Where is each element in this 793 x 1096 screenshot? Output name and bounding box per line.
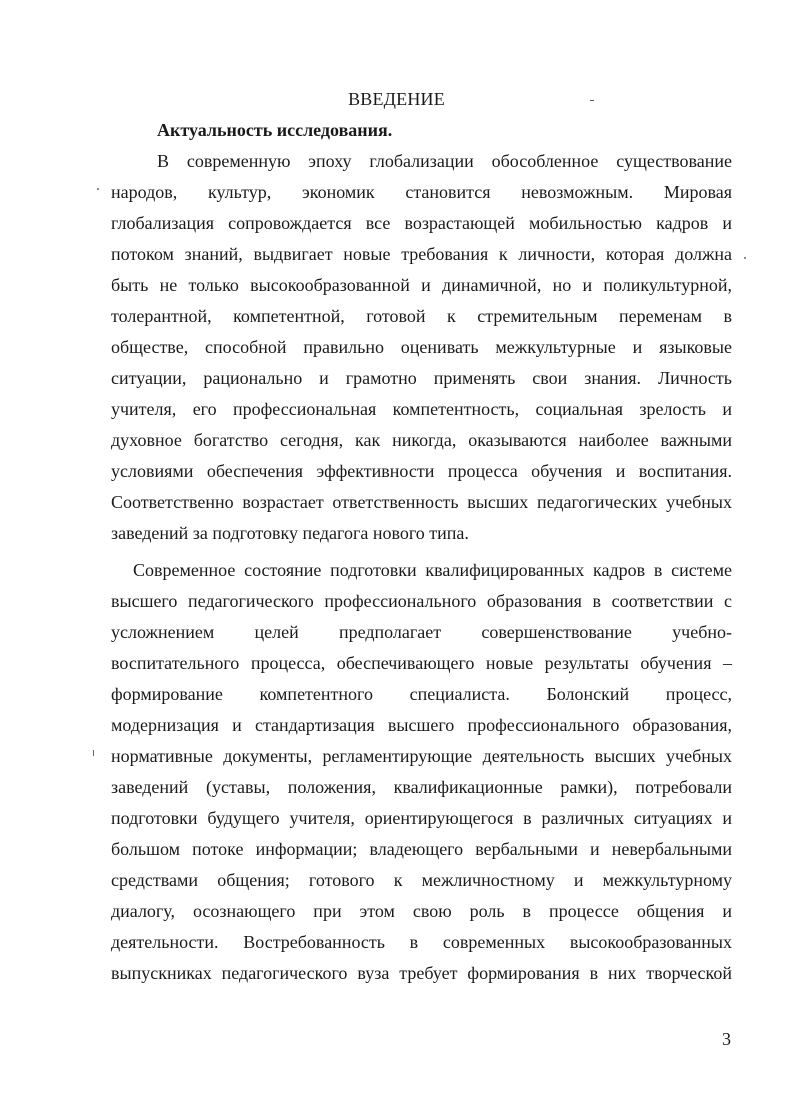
scan-speck — [93, 750, 94, 756]
paragraph-line: формирование компетентного специалиста. Болонский процесс, — [111, 684, 732, 704]
paragraph-line: высшего педагогического профессионального образования в соответствии с — [111, 591, 732, 611]
section-subheading: Актуальность исследования. — [157, 120, 393, 140]
paragraph-line: подготовки будущего учителя, ориентирующегося в различных ситуациях и — [111, 808, 732, 828]
paragraph-line: большом потоке информации; владеющего вербальными и невербальными — [111, 839, 732, 859]
paragraph-line: модернизация и стандартизация высшего профессионального образования, — [111, 715, 732, 735]
scan-speck — [590, 100, 594, 101]
paragraph-line: условиями обеспечения эффективности процесса обучения и воспитания. — [111, 461, 732, 481]
paragraph-line: духовное богатство сегодня, как никогда, оказываются наиболее важными — [111, 430, 732, 450]
paragraph-line: быть не только высокообразованной и динамичной, но и поликультурной, — [111, 275, 732, 295]
paragraph-line: В современную эпоху глобализации обособленное существование — [157, 151, 732, 171]
paragraph-line: народов, культур, экономик становится невозможным. Мировая — [111, 182, 732, 202]
paragraph-2 — [111, 555, 732, 989]
paragraph-1 — [111, 146, 732, 549]
paragraph-line: диалогу, осознающего при этом свою роль в процессе общения и — [111, 901, 732, 921]
paragraph-line: Соответственно возрастает ответственность высших педагогических учебных — [111, 492, 732, 512]
paragraph-line: деятельности. Востребованность в современных высокообразованных — [111, 932, 732, 952]
paragraph-line: потоком знаний, выдвигает новые требования к личности, которая должна — [111, 244, 732, 264]
paragraph-line: Современное состояние подготовки квалифицированных кадров в системе — [133, 560, 732, 580]
scan-speck — [97, 188, 99, 190]
paragraph-line: нормативные документы, регламентирующие деятельность высших учебных — [111, 746, 732, 766]
paragraph-line: выпускниках педагогического вуза требует формирования в них творческой — [111, 963, 732, 983]
section-heading: ВВЕДЕНИЕ — [348, 89, 445, 109]
paragraph-line: обществе, способной правильно оценивать межкультурные и языковые — [111, 337, 732, 357]
scan-speck — [744, 257, 746, 259]
paragraph-line: заведений за подготовку педагога нового типа. — [111, 523, 469, 543]
paragraph-line: усложнением целей предполагает совершенствование учебно- — [111, 622, 732, 642]
paragraph-line: воспитательного процесса, обеспечивающего новые результаты обучения – — [111, 653, 732, 673]
paragraph-line: средствами общения; готового к межличностному и межкультурному — [111, 870, 732, 890]
paragraph-line: ситуации, рационально и грамотно применять свои знания. Личность — [111, 368, 732, 388]
paragraph-line: учителя, его профессиональная компетентность, социальная зрелость и — [111, 399, 732, 419]
paragraph-line: глобализация сопровождается все возрастающей мобильностью кадров и — [111, 213, 732, 233]
paragraph-line: толерантной, компетентной, готовой к стремительным переменам в — [111, 306, 732, 326]
paragraph-line: заведений (уставы, положения, квалификационные рамки), потребовали — [111, 777, 732, 797]
page-number: 3 — [722, 1029, 731, 1049]
